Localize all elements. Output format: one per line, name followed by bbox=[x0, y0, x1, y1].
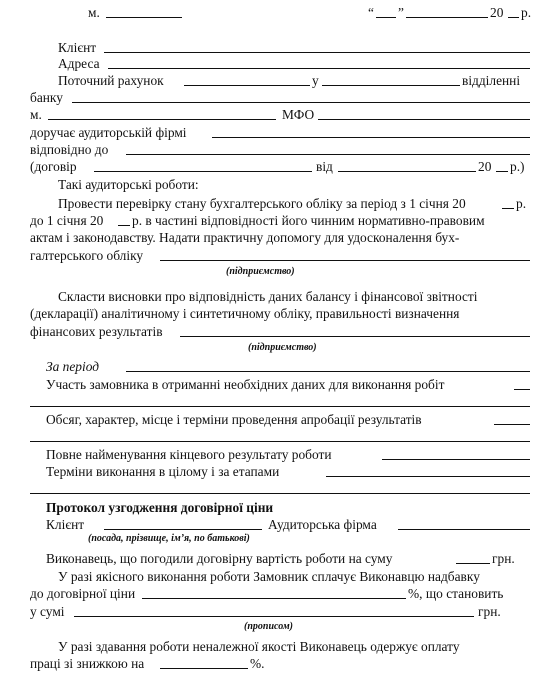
period-field[interactable] bbox=[126, 371, 530, 372]
contract-line bbox=[0, 158, 540, 175]
participation-field[interactable] bbox=[514, 389, 530, 390]
according-label: відповідно до bbox=[30, 142, 109, 157]
p1-line2 bbox=[0, 212, 540, 229]
p1-line1 bbox=[0, 195, 540, 212]
executor-text: Виконавець, що погодили договірну вартість роботи на суму bbox=[46, 551, 393, 566]
bonus-line3 bbox=[0, 603, 540, 620]
executor-currency: грн. bbox=[492, 551, 515, 566]
poor-quality-line1 bbox=[0, 638, 540, 655]
protocol-client-label: Клієнт bbox=[46, 517, 85, 532]
according-line bbox=[0, 141, 540, 158]
final-result-label: Повне найменування кінцевого результату роботи bbox=[46, 447, 332, 462]
p2-line2-text: (декларації) аналітичному і синтетичному обліку, правильності визначення bbox=[30, 306, 460, 321]
poor-quality-percent: %. bbox=[250, 656, 265, 671]
caption-enterprise-1: (підприємство) bbox=[226, 266, 295, 277]
services-intro-line bbox=[0, 176, 540, 193]
year-prefix: 20 bbox=[490, 5, 504, 20]
final-result-field[interactable] bbox=[382, 459, 530, 460]
city-field-2[interactable] bbox=[48, 119, 276, 120]
contract-number-field[interactable] bbox=[94, 171, 312, 172]
p1-line1-text: Провести перевірку стану бухгалтерського обліку за період з 1 січня 20 bbox=[58, 196, 466, 211]
contract-year-suffix: р.) bbox=[510, 159, 525, 174]
branch-label: відділенні bbox=[462, 73, 521, 88]
according-field[interactable] bbox=[126, 154, 530, 155]
bonus-line1-text: У разі якісного виконання роботи Замовник сплачує Виконавцю надбавку bbox=[58, 569, 480, 584]
contract-year-prefix: 20 bbox=[478, 159, 492, 174]
city-label: м. bbox=[88, 5, 100, 20]
client-field[interactable] bbox=[104, 52, 530, 53]
bank-line bbox=[0, 89, 540, 106]
period-line bbox=[0, 358, 540, 375]
p1-line3-text: актам і законодавству. Надати практичну допомогу для удосконалення бух- bbox=[30, 230, 460, 245]
entrusts-line bbox=[0, 124, 540, 141]
protocol-audit-firm-label: Аудиторська фірма bbox=[268, 517, 377, 532]
city-label-2: м. bbox=[30, 107, 42, 122]
bank-field[interactable] bbox=[72, 102, 530, 103]
p1-line1-suffix: р. bbox=[516, 196, 527, 211]
p2-line3-text: фінансових результатів bbox=[30, 324, 163, 339]
bonus-line2 bbox=[0, 585, 540, 602]
p2-line2 bbox=[0, 305, 540, 322]
address-label: Адреса bbox=[58, 56, 100, 71]
poor-quality-text: У разі здавання роботи неналежної якості Виконавець одержує оплату bbox=[58, 639, 460, 654]
poor-quality-line2 bbox=[0, 655, 540, 672]
p2-line3 bbox=[0, 323, 540, 340]
scope-continuation bbox=[0, 428, 540, 445]
mfo-label: МФО bbox=[282, 107, 315, 122]
scope-label: Обсяг, характер, місце і терміни проведення апробації результатів bbox=[46, 412, 422, 427]
account-field[interactable] bbox=[184, 85, 310, 86]
bank-label: банку bbox=[30, 90, 63, 105]
branch-field[interactable] bbox=[322, 85, 460, 86]
bonus-line3-currency: грн. bbox=[478, 604, 501, 619]
caption-in-words: (прописом) bbox=[244, 621, 294, 632]
scope-field[interactable] bbox=[494, 424, 530, 425]
mfo-field[interactable] bbox=[318, 119, 530, 120]
participation-field-2[interactable] bbox=[30, 406, 530, 407]
audit-firm-field[interactable] bbox=[212, 137, 530, 138]
bonus-line2-text-b: %, що становить bbox=[408, 586, 504, 601]
p1-year-from-field[interactable] bbox=[502, 208, 514, 209]
deadlines-line bbox=[0, 463, 540, 480]
deadlines-field[interactable] bbox=[326, 476, 530, 477]
account-line bbox=[0, 72, 540, 89]
discount-percent-field[interactable] bbox=[160, 668, 248, 669]
p1-enterprise-field[interactable] bbox=[160, 260, 530, 261]
scope-line bbox=[0, 411, 540, 428]
p2-line1 bbox=[0, 288, 540, 305]
caption-enterprise-2: (підприємство) bbox=[248, 342, 317, 353]
p1-line4-text: галтерського обліку bbox=[30, 248, 144, 263]
client-line bbox=[0, 39, 540, 56]
year-suffix: р. bbox=[521, 5, 532, 20]
contract-label: (договір bbox=[30, 159, 77, 174]
p1-line2-text-b: р. в частині відповідності його чинним нормативно-правовим bbox=[132, 213, 485, 228]
executor-line bbox=[0, 550, 540, 567]
city-field[interactable] bbox=[106, 17, 182, 18]
account-label: Поточний рахунок bbox=[58, 73, 164, 88]
bonus-line2-text-a: до договірної ціни bbox=[30, 586, 136, 601]
entrusts-label: доручає аудиторській фірмі bbox=[30, 125, 187, 140]
p1-year-to-field[interactable] bbox=[118, 225, 130, 226]
year-field[interactable] bbox=[508, 17, 519, 18]
header-line bbox=[0, 4, 540, 21]
agreed-sum-field[interactable] bbox=[456, 563, 490, 564]
protocol-title: Протокол узгодження договірної ціни bbox=[46, 500, 274, 515]
city-mfo-line bbox=[0, 106, 540, 123]
services-intro: Такі аудиторські роботи: bbox=[58, 177, 199, 192]
p1-line3 bbox=[0, 229, 540, 246]
protocol-parties-line bbox=[0, 516, 540, 533]
participation-continuation bbox=[0, 393, 540, 410]
day-field[interactable] bbox=[376, 17, 396, 18]
final-result-line bbox=[0, 446, 540, 463]
poor-quality-text-a: праці зі знижкою на bbox=[30, 656, 145, 671]
protocol-title-line bbox=[0, 499, 540, 516]
date-quote-close: ” bbox=[398, 5, 404, 20]
protocol-client-field[interactable] bbox=[104, 529, 262, 530]
bonus-sum-field[interactable] bbox=[74, 616, 474, 617]
address-line bbox=[0, 55, 540, 72]
bonus-percent-field[interactable] bbox=[142, 598, 406, 599]
date-quote-open: “ bbox=[368, 5, 374, 20]
contract-year-field[interactable] bbox=[496, 171, 508, 172]
month-field[interactable] bbox=[406, 17, 488, 18]
contract-date-field[interactable] bbox=[338, 171, 476, 172]
p2-enterprise-field[interactable] bbox=[180, 336, 530, 337]
deadlines-field-2[interactable] bbox=[30, 493, 530, 494]
p1-line2-text-a: до 1 січня 20 bbox=[30, 213, 104, 228]
protocol-audit-firm-field[interactable] bbox=[398, 529, 530, 530]
caption-person: (посада, прізвище, ім’я, по батькові) bbox=[88, 533, 250, 544]
deadlines-continuation bbox=[0, 480, 540, 497]
participation-label: Участь замовника в отриманні необхідних даних для виконання робіт bbox=[46, 377, 445, 392]
period-label: За період bbox=[46, 359, 100, 374]
at-label: у bbox=[312, 73, 319, 88]
client-label: Клієнт bbox=[58, 40, 97, 55]
scope-field-2[interactable] bbox=[30, 441, 530, 442]
address-field[interactable] bbox=[108, 68, 530, 69]
from-label: від bbox=[316, 159, 333, 174]
p2-line1-text: Скласти висновки про відповідність даних балансу і фінансової звітності bbox=[58, 289, 478, 304]
deadlines-label: Терміни виконання в цілому і за етапами bbox=[46, 464, 280, 479]
bonus-line3-text-a: у сумі bbox=[30, 604, 65, 619]
participation-line bbox=[0, 376, 540, 393]
p1-line4 bbox=[0, 247, 540, 264]
bonus-line1 bbox=[0, 568, 540, 585]
